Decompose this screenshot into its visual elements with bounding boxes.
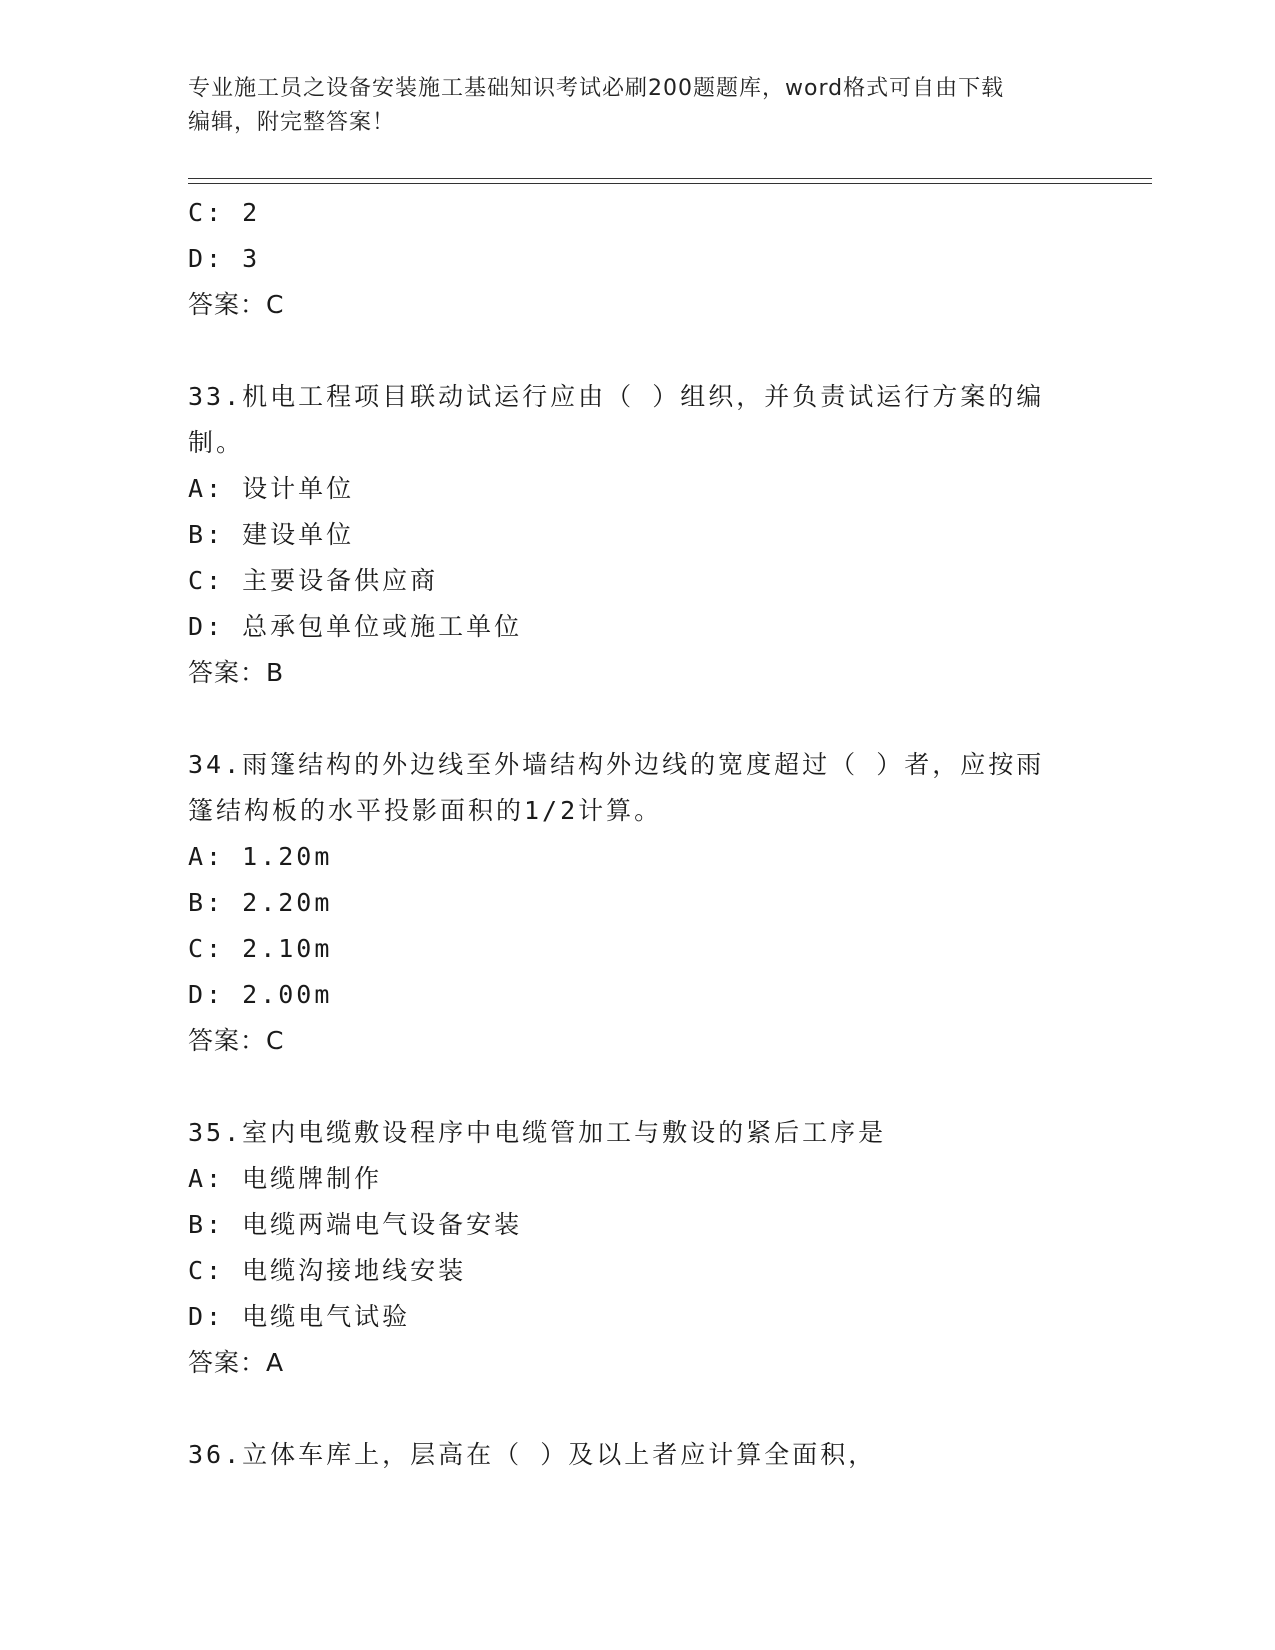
header-divider-top xyxy=(188,178,1152,179)
option-c: C: 主要设备供应商 xyxy=(188,566,439,595)
question-text-continued: 制。 xyxy=(188,428,245,457)
option-d: D: 3 xyxy=(188,244,261,273)
answer-line: 答案：B xyxy=(188,658,285,687)
document-body xyxy=(188,190,1088,1478)
question-text: 36.立体车库上，层高在（ ）及以上者应计算全面积， xyxy=(188,1440,877,1469)
header-line-1: 专业施工员之设备安装施工基础知识考试必刷200题题库，word格式可自由下载 xyxy=(188,76,1005,101)
option-b: B: 建设单位 xyxy=(188,520,355,549)
option-d: D: 2.00m xyxy=(188,980,333,1009)
question-text-continued: 篷结构板的水平投影面积的1/2计算。 xyxy=(188,796,663,825)
header-divider-bottom xyxy=(188,183,1152,184)
option-c: C: 2 xyxy=(188,198,261,227)
question-block-33 xyxy=(188,374,1088,696)
question-block-35 xyxy=(188,1110,1088,1386)
question-text: 33.机电工程项目联动试运行应由（ ）组织，并负责试运行方案的编 xyxy=(188,382,1045,411)
document-header xyxy=(188,72,1068,140)
question-block-36 xyxy=(188,1432,1088,1478)
question-text: 34.雨篷结构的外边线至外墙结构外边线的宽度超过（ ）者，应按雨 xyxy=(188,750,1045,779)
answer-line: 答案：A xyxy=(188,1348,285,1377)
option-a: A: 电缆牌制作 xyxy=(188,1164,383,1193)
option-c: C: 2.10m xyxy=(188,934,333,963)
option-d: D: 总承包单位或施工单位 xyxy=(188,612,523,641)
header-line-2: 编辑，附完整答案！ xyxy=(188,110,396,135)
answer-line: 答案：C xyxy=(188,1026,285,1055)
option-a: A: 1.20m xyxy=(188,842,333,871)
answer-line: 答案：C xyxy=(188,290,285,319)
question-text: 35.室内电缆敷设程序中电缆管加工与敷设的紧后工序是 xyxy=(188,1118,887,1147)
question-block-32-continued xyxy=(188,190,1088,328)
option-d: D: 电缆电气试验 xyxy=(188,1302,411,1331)
option-a: A: 设计单位 xyxy=(188,474,355,503)
option-b: B: 电缆两端电气设备安装 xyxy=(188,1210,523,1239)
question-block-34 xyxy=(188,742,1088,1064)
option-b: B: 2.20m xyxy=(188,888,333,917)
option-c: C: 电缆沟接地线安装 xyxy=(188,1256,467,1285)
